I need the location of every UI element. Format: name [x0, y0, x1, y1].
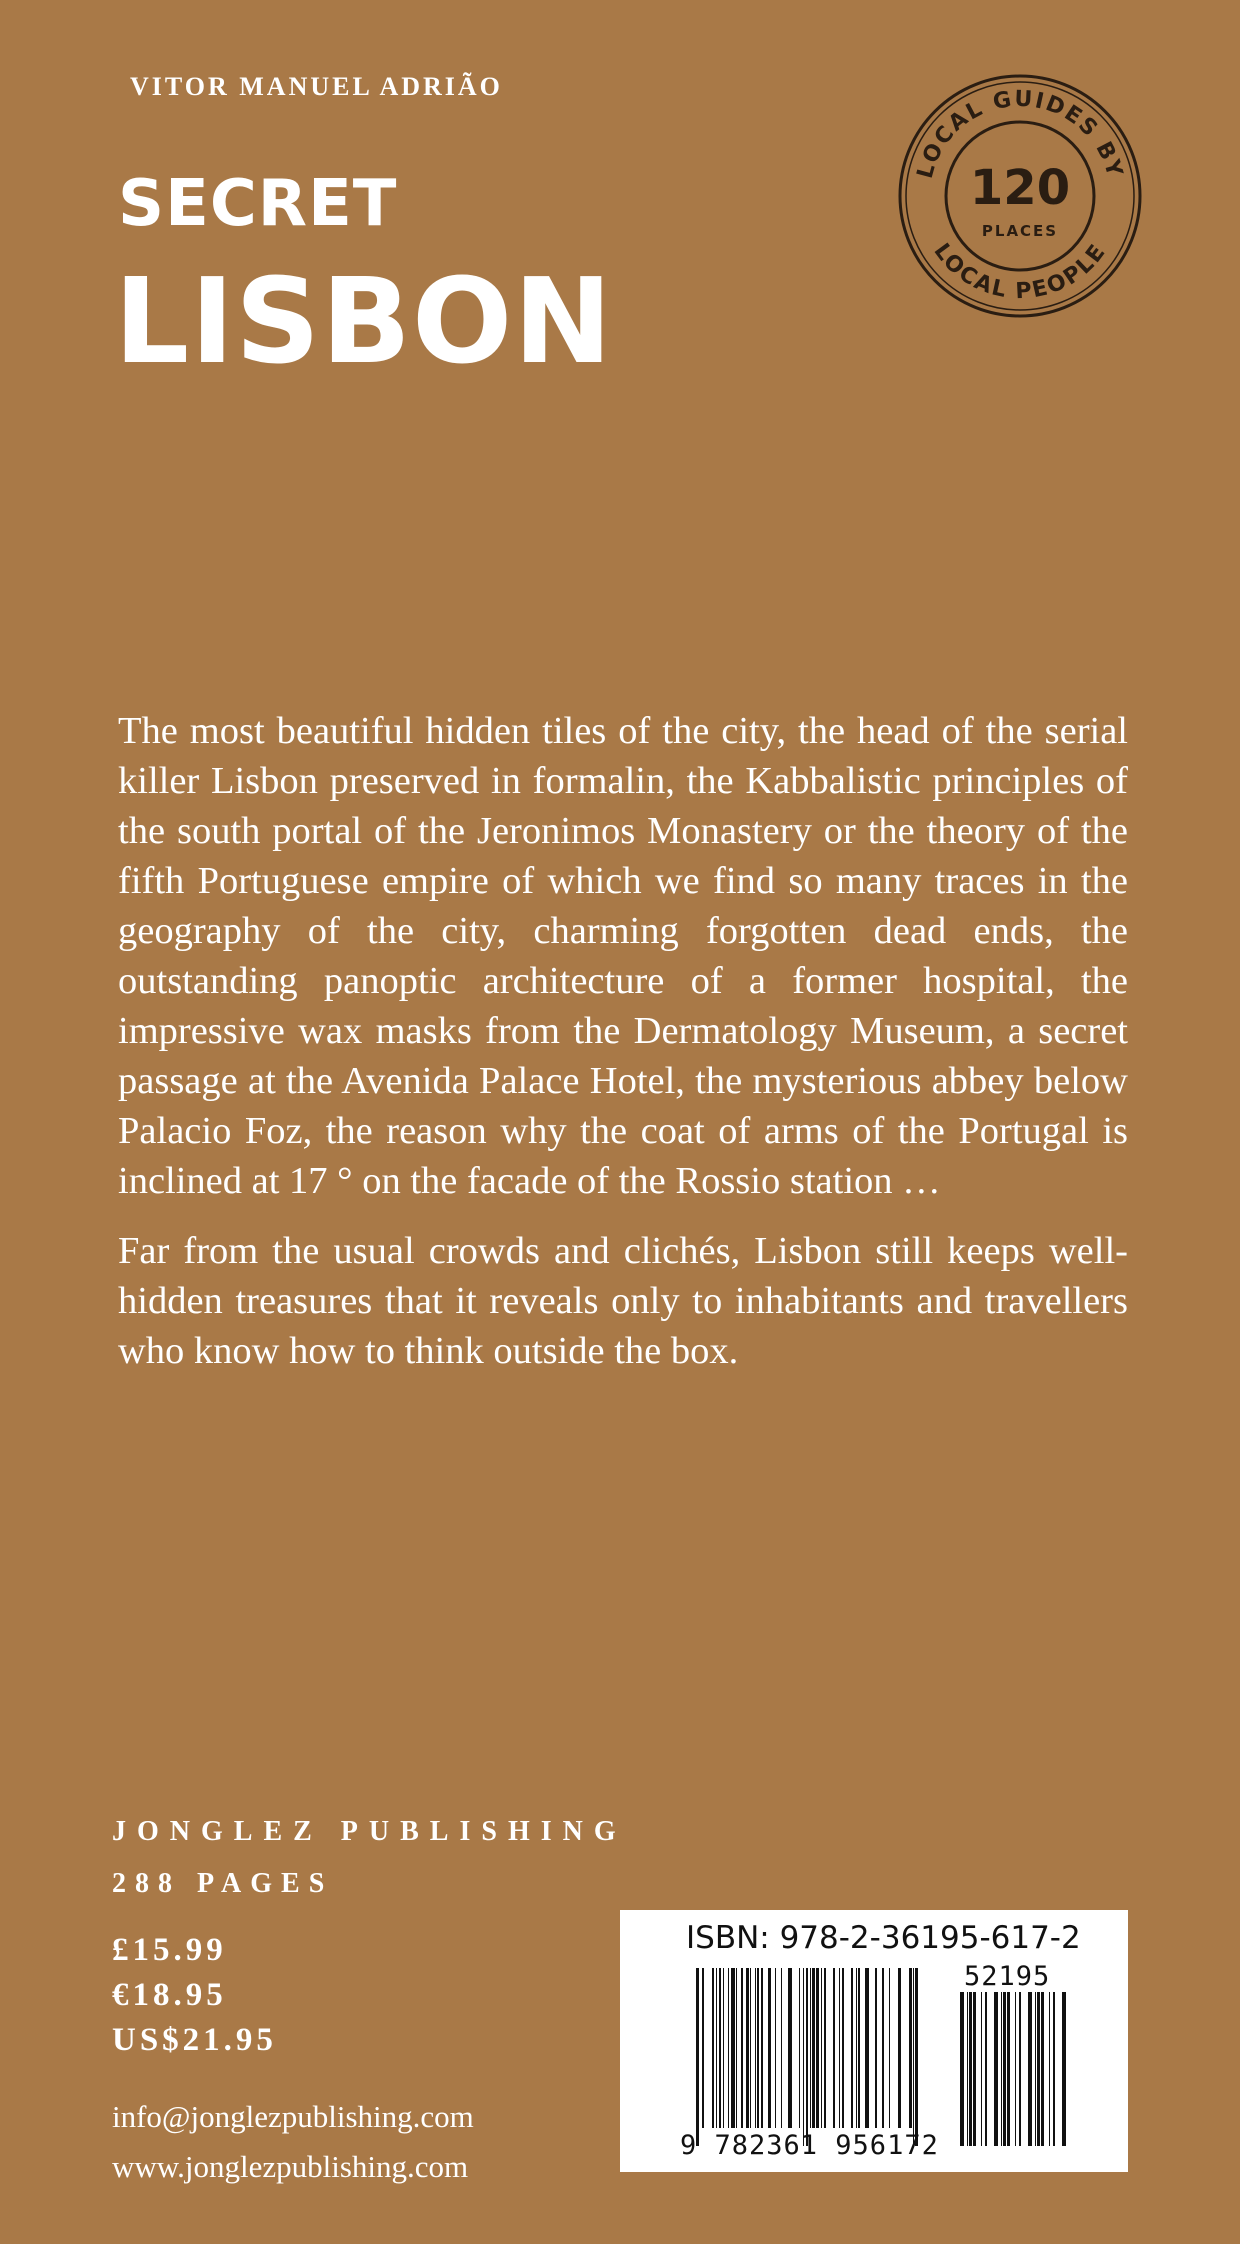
- description-paragraph-2: Far from the usual crowds and clichés, Lisbon still keeps well-hidden treasures that it reveals only to inhabitants and travellers who know how to think outside the box.: [118, 1230, 1128, 1372]
- barcode-bar: [1015, 1992, 1016, 2146]
- stamp-number: 120: [969, 160, 1071, 216]
- barcode-bar: [839, 1968, 840, 2128]
- barcode-bar: [781, 1968, 782, 2128]
- barcode-bar: [1062, 1992, 1066, 2146]
- barcode-bar: [898, 1968, 901, 2128]
- barcode-graphic: [620, 1910, 1128, 2172]
- price-list: [112, 1928, 277, 2063]
- title-line-secret: SECRET: [118, 167, 398, 241]
- barcode-bar: [757, 1968, 759, 2128]
- barcode-bar: [909, 1968, 912, 2128]
- barcode-bar: [981, 1992, 982, 2146]
- contact-info: [112, 2092, 474, 2192]
- stamp-ring-bottom: LOCAL PEOPLE: [928, 238, 1112, 305]
- barcode-bar: [882, 1968, 884, 2128]
- barcode-bar: [1035, 1992, 1036, 2146]
- barcode-bar: [973, 1992, 976, 2146]
- barcode-bar: [833, 1968, 835, 2128]
- barcode-bar: [731, 1968, 735, 2128]
- barcode-bar: [728, 1968, 729, 2128]
- barcode-bar: [750, 1968, 751, 2128]
- barcode-bar: [1003, 1992, 1006, 2146]
- barcode-bar: [768, 1968, 771, 2128]
- barcode-bar: [985, 1992, 987, 2146]
- barcode-bar: [719, 1968, 721, 2128]
- barcode-bar: [812, 1968, 815, 2128]
- barcode-bar: [969, 1992, 972, 2146]
- barcode-bar: [865, 1968, 869, 2128]
- price-usd: US$21.95: [112, 2022, 277, 2058]
- svg-text:LOCAL PEOPLE: [929, 239, 1112, 304]
- barcode-bar: [1053, 1992, 1055, 2146]
- barcode-bar: [761, 1968, 763, 2128]
- barcode-bar: [816, 1968, 819, 2128]
- book-description: [118, 706, 1128, 1396]
- barcode-bar: [788, 1968, 792, 2128]
- barcode-bar: [889, 1968, 890, 2128]
- main-barcode-bars: [696, 1968, 918, 2146]
- barcode-bar: [755, 1968, 756, 2128]
- price-gbp: £15.99: [112, 1932, 227, 1968]
- price-eur: €18.95: [112, 1977, 227, 2013]
- barcode-bar: [821, 1968, 822, 2128]
- barcode-bar: [712, 1968, 714, 2128]
- barcode-bar: [915, 1968, 918, 2146]
- barcode-bar: [1041, 1992, 1044, 2146]
- description-paragraph-1: The most beautiful hidden tiles of the city, the head of the serial killer Lisbon preserved in formalin, the Kabbalistic principles of the south portal of the Jeronimos Monastery or the theory of the fifth Portuguese empire of which we find so many traces in the geography of the city, charming forgotten dead ends, the outstanding panoptic architecture of a former hospital, the impressive wax masks from the Dermatology Museum, a secret passage at the Avenida Palace Hotel, the mysterious abbey below Palacio Foz, the reason why the coat of arms of the Portugal is inclined at 17 ° on the facade of the Rossio station …: [118, 710, 1128, 1202]
- barcode-bar: [851, 1968, 853, 2128]
- barcode-bar: [696, 1968, 699, 2146]
- contact-email: info@jonglezpublishing.com: [112, 2099, 474, 2134]
- addon-barcode-bars: [960, 1992, 1066, 2146]
- barcode-bar: [856, 1968, 857, 2128]
- barcode-bar: [1007, 1992, 1010, 2146]
- local-guides-stamp: [896, 72, 1144, 320]
- barcode-bar: [967, 1992, 968, 2146]
- barcode-bar: [741, 1968, 743, 2128]
- author-name: VITOR MANUEL ADRIÃO: [130, 72, 503, 101]
- barcode-bar: [702, 1968, 704, 2128]
- isbn-label: ISBN: 978-2-36195-617-2: [686, 1920, 1081, 1956]
- barcode-bar: [746, 1968, 749, 2128]
- barcode-bar: [799, 1968, 800, 2128]
- barcode-bar: [1049, 1992, 1050, 2146]
- stamp-ring-top: LOCAL GUIDES BY: [912, 86, 1128, 182]
- barcode-bar: [875, 1968, 877, 2128]
- barcode-bar: [1028, 1992, 1032, 2146]
- stamp-unit: PLACES: [981, 222, 1059, 240]
- barcode-bar: [842, 1968, 844, 2128]
- title-line-lisbon: LISBON: [114, 252, 614, 390]
- barcode-bar: [994, 1992, 998, 2146]
- barcode-bar: [775, 1968, 776, 2128]
- isbn-barcode-panel: [620, 1910, 1128, 2172]
- page-count: 288 PAGES: [112, 1868, 334, 1899]
- barcode-bar: [803, 1968, 804, 2146]
- barcode-bar: [723, 1968, 724, 2128]
- barcode-bar: [858, 1968, 860, 2128]
- publisher-name: JONGLEZ PUBLISHING: [112, 1816, 627, 1847]
- barcode-bar: [806, 1968, 808, 2146]
- barcode-bar: [824, 1968, 826, 2128]
- barcode-bar: [1037, 1992, 1040, 2146]
- barcode-bar: [960, 1992, 964, 2146]
- contact-website: www.jonglezpublishing.com: [112, 2149, 469, 2184]
- barcode-bar: [810, 1968, 811, 2128]
- barcode-addon-digits: 52195: [964, 1961, 1051, 1992]
- barcode-bar: [913, 1968, 914, 2146]
- barcode-bar: [716, 1968, 717, 2128]
- barcode-main-digits: 9 782361 956172: [680, 2130, 939, 2161]
- barcode-bar: [1019, 1992, 1021, 2146]
- barcode-bar: [1001, 1992, 1002, 2146]
- barcode-bar: [736, 1968, 737, 2128]
